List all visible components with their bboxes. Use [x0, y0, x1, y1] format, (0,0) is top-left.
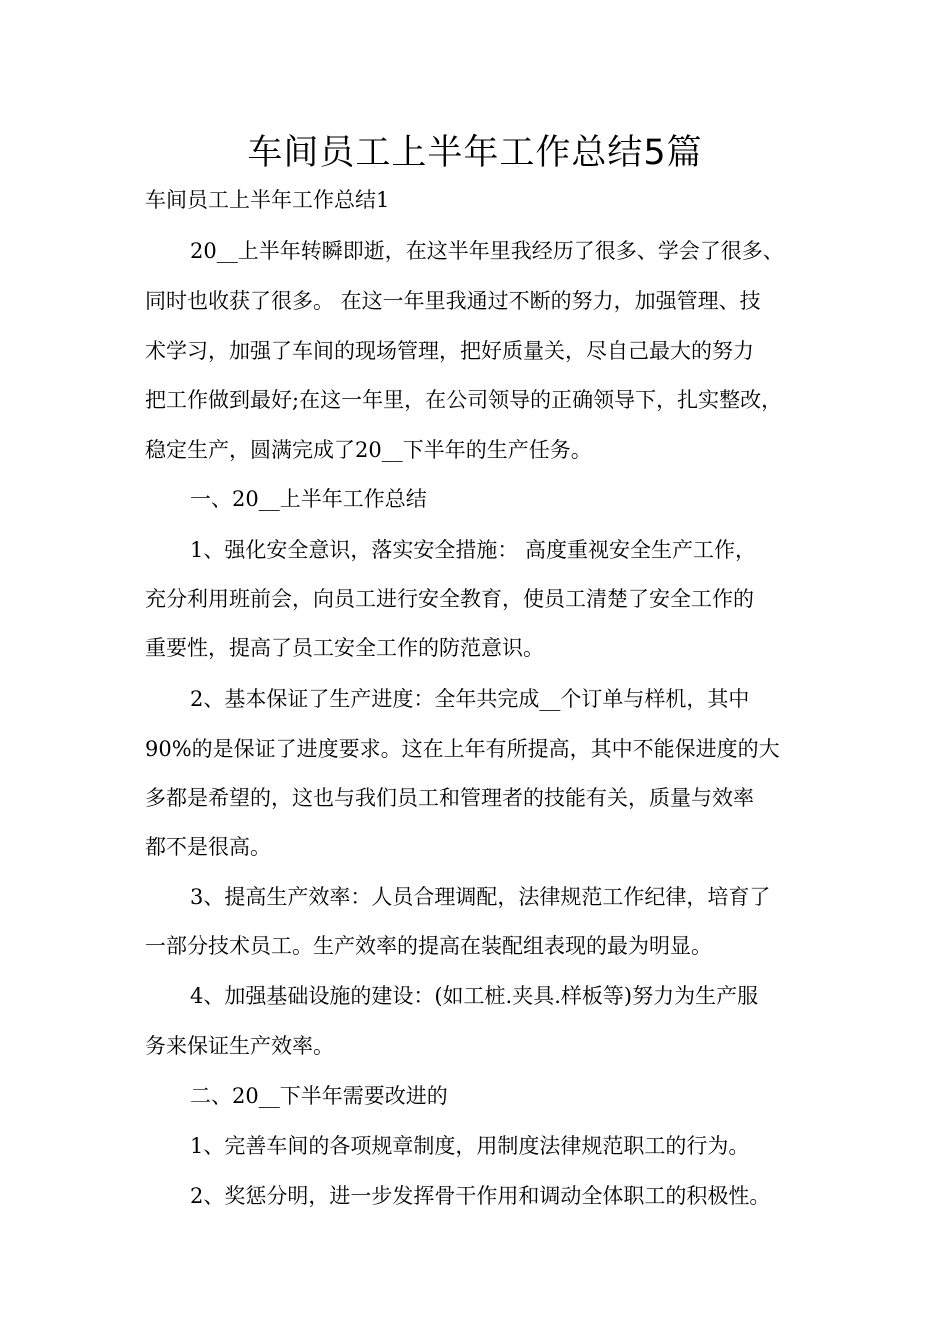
paragraph-line: 2、奖惩分明，进一步发挥骨干作用和调动全体职工的积极性。	[190, 1184, 771, 1208]
paragraph-line: 90%的是保证了进度要求。这在上年有所提高，其中不能保进度的大	[145, 737, 780, 761]
paragraph-line: 同时也收获了很多。 在这一年里我通过不断的努力，加强管理、技	[145, 289, 761, 313]
section-heading: 车间员工上半年工作总结1	[145, 188, 390, 212]
paragraph-line: 都不是很高。	[145, 835, 271, 859]
paragraph-line: 1、强化安全意识，落实安全措施： 高度重视安全生产工作，	[190, 538, 757, 562]
paragraph-line: 2、基本保证了生产进度：全年共完成__个订单与样机，其中	[190, 687, 750, 711]
paragraph-line: 20__上半年转瞬即逝，在这半年里我经历了很多、学会了很多、	[190, 239, 784, 263]
paragraph-line: 4、加强基础设施的建设：(如工桩.夹具.样板等)努力为生产服	[190, 984, 759, 1008]
paragraph-line: 多都是希望的，这也与我们员工和管理者的技能有关，质量与效率	[145, 786, 754, 810]
paragraph-line: 3、提高生产效率：人员合理调配，法律规范工作纪律，培育了	[190, 885, 771, 909]
paragraph-line: 一部分技术员工。生产效率的提高在装配组表现的最为明显。	[145, 934, 712, 958]
section-heading: 二、20__下半年需要改进的	[190, 1084, 448, 1108]
paragraph-line: 务来保证生产效率。	[145, 1034, 334, 1058]
section-heading: 一、20__上半年工作总结	[190, 487, 427, 511]
document-title: 车间员工上半年工作总结5篇	[247, 133, 703, 173]
paragraph-line: 充分利用班前会，向员工进行安全教育，使员工清楚了安全工作的	[145, 587, 754, 611]
paragraph-line: 稳定生产，圆满完成了20__下半年的生产任务。	[145, 438, 592, 462]
paragraph-line: 术学习，加强了车间的现场管理，把好质量关，尽自己最大的努力	[145, 339, 754, 363]
paragraph-line: 重要性，提高了员工安全工作的防范意识。	[145, 636, 544, 660]
paragraph-line: 把工作做到最好;在这一年里，在公司领导的正确领导下，扎实整改，	[145, 388, 783, 412]
paragraph-line: 1、完善车间的各项规章制度，用制度法律规范职工的行为。	[190, 1134, 750, 1158]
